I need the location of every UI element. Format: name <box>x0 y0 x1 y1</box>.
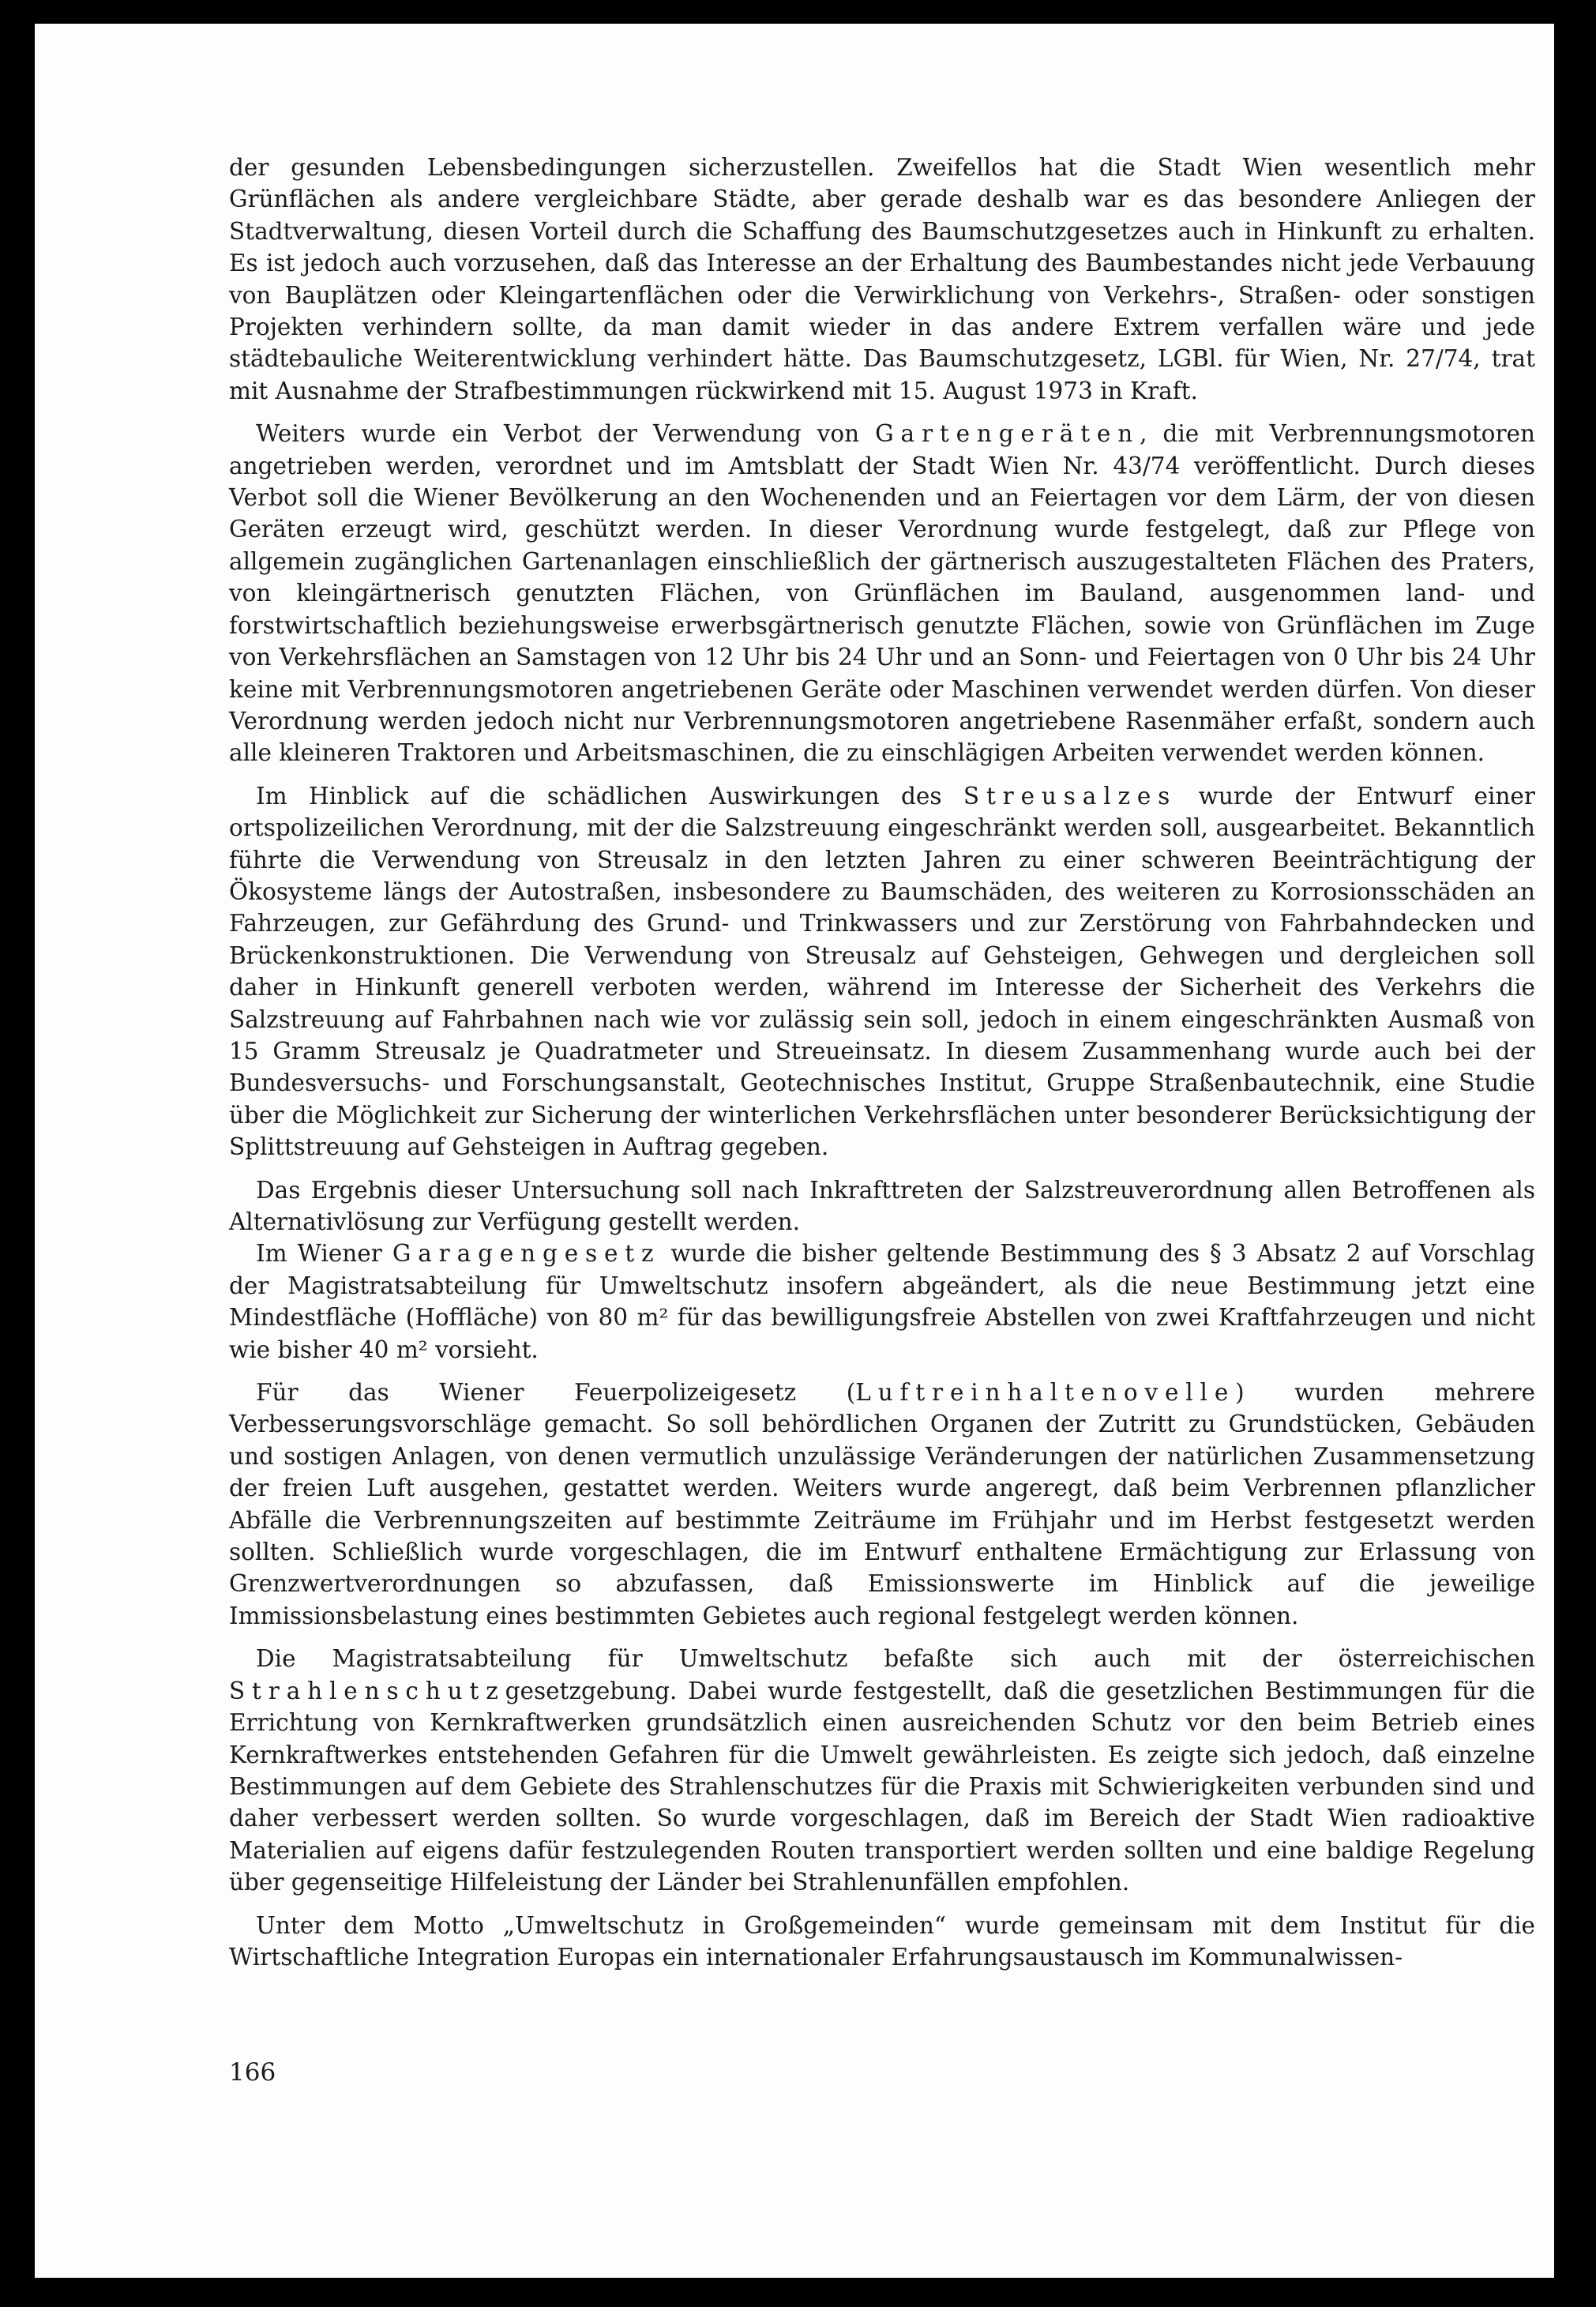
body-text <box>229 152 1535 1973</box>
spaced-term-garagengesetz: Garagengesetz <box>392 1240 661 1268</box>
paragraph-feuerpolizeigesetz: Für das Wiener Feuerpolizeigesetz (Luftreinhaltenovelle) wurden mehrere Verbesserungsvorschläge gemacht. So soll behördlichen Organen der Zutritt zu Grundstücken, Gebäuden und sostigen Anlagen, von denen vermutlich unzulässige Veränderungen der natürlichen Zusammensetzung der freien Luft ausgehen, gestattet werden. Weiters wurde angeregt, daß beim Verbrennen pflanzlicher Abfälle die Verbrennungszeiten auf bestimmte Zeiträume im Frühjahr und im Herbst festgesetzt werden sollten. Schließlich wurde vorgeschlagen, die im Entwurf enthaltene Ermächtigung zur Erlassung von Grenzwertverordnungen so abzufassen, daß Emissionswerte im Hinblick auf die jeweilige Immissionsbelastung eines bestimmten Gebietes auch regional festgelegt werden können. <box>229 1379 1535 1629</box>
document-page <box>35 24 1554 2278</box>
paragraph-strahlenschutz: Die Magistratsabteilung für Umweltschutz befaßte sich auch mit der österreichischen Strahlenschutzgesetzgebung. Dabei wurde festgestellt, daß die gesetzlichen Bestimmungen für die Errichtung von Kernkraftwerken grundsätzlich einen ausreichenden Schutz vor den beim Betrieb eines Kernkraftwerkes entstehenden Gefahren für die Umwelt gewährleisten. Es zeigte sich jedoch, daß einzelne Bestimmungen auf dem Gebiete des Strahlenschutzes für die Praxis mit Schwierigkeiten verbunden sind und daher verbessert werden sollten. So wurde vorgeschlagen, daß im Bereich der Stadt Wien radioaktive Materialien auf eigens dafür festzulegenden Routen transportiert werden sollten und eine baldige Regelung über gegenseitige Hilfeleistung der Länder bei Strahlenunfällen empfohlen. <box>229 1645 1535 1896</box>
paragraph-gartengeraete: Weiters wurde ein Verbot der Verwendung von Gartengeräten, die mit Verbrennungsmotoren angetrieben werden, verordnet und im Amtsblatt der Stadt Wien Nr. 43/74 veröffentlicht. Durch dieses Verbot soll die Wiener Bevölkerung an den Wochenenden und an Feiertagen vor dem Lärm, der von diesen Geräten erzeugt wird, geschützt werden. In dieser Verordnung wurde festgelegt, daß zur Pflege von allgemein zugänglichen Gartenanlagen einschließlich der gärtnerisch auszugestalteten Flächen des Praters, von kleingärtnerisch genutzten Flächen, von Grünflächen im Bauland, ausgenommen land- und forstwirtschaftlich beziehungsweise erwerbsgärtnerisch genutzte Flächen, sowie von Grünflächen im Zuge von Verkehrsflächen an Samstagen von 12 Uhr bis 24 Uhr und an Sonn- und Feiertagen von 0 Uhr bis 24 Uhr keine mit Verbrennungsmotoren angetriebenen Geräte oder Maschinen verwendet werden dürfen. Von dieser Verordnung werden jedoch nicht nur Verbrennungsmotoren angetriebene Rasenmäher erfaßt, sondern auch alle kleineren Traktoren und Arbeitsmaschinen, die zu einschlägigen Arbeiten verwendet werden können. <box>229 420 1535 767</box>
spaced-term-gartengeraete: Gartengeräten <box>875 420 1140 448</box>
paragraph-ergebnis: Das Ergebnis dieser Untersuchung soll nach Inkrafttreten der Salzstreuverordnung allen Betroffenen als Alternativlösung zur Verfügung gestellt werden. <box>229 1176 1535 1235</box>
paragraph-streusalz: Im Hinblick auf die schädlichen Auswirkungen des Streusalzes wurde der Entwurf einer ortspolizeilichen Verordnung, mit der die Salzstreuung eingeschränkt werden soll, ausgearbeitet. Bekanntlich führte die Verwendung von Streusalz in den letzten Jahren zu einer schweren Beeinträchtigung der Ökosysteme längs der Autostraßen, insbesondere zu Baumschäden, des weiteren zu Korrosionsschäden an Fahrzeugen, zur Gefährdung des Grund- und Trinkwassers und zur Zerstörung von Fahrbahndecken und Brückenkonstruktionen. Die Verwendung von Streusalz auf Gehsteigen, Gehwegen und dergleichen soll daher in Hinkunft generell verboten werden, während im Interesse der Sicherheit des Verkehrs die Salzstreuung auf Fahrbahnen nach wie vor zulässig sein soll, jedoch in einem eingeschränkten Ausmaß von 15 Gramm Streusalz je Quadratmeter und Streueinsatz. In diesem Zusammenhang wurde auch bei der Bundesversuchs- und Forschungsanstalt, Geotechnisches Institut, Gruppe Straßenbautechnik, eine Studie über die Möglichkeit zur Sicherung der winterlichen Verkehrsflächen unter besonderer Berücksichtigung der Splittstreuung auf Gehsteigen in Auftrag gegeben. <box>229 782 1535 1161</box>
paragraph-garagengesetz: Im Wiener Garagengesetz wurde die bisher geltende Bestimmung des § 3 Absatz 2 auf Vorschlag der Magistratsabteilung für Umweltschutz insofern abgeändert, als die neue Bestimmung jetzt eine Mindestfläche (Hoffläche) von 80 m² für das bewilligungsfreie Abstellen von zwei Kraftfahrzeugen und nicht wie bisher 40 m² vorsieht. <box>229 1240 1535 1363</box>
spaced-term-luftreinhaltenovelle: Luftreinhaltenovelle <box>855 1379 1236 1407</box>
page-number: 166 <box>229 2058 276 2087</box>
paragraph-baumschutz-continued: der gesunden Lebensbedingungen sicherzustellen. Zweifellos hat die Stadt Wien wesentlich mehr Grünflächen als andere vergleichbare Städte, aber gerade deshalb war es das besondere Anliegen der Stadtverwaltung, diesen Vorteil durch die Schaffung des Baumschutzgesetzes auch in Hinkunft zu erhalten. Es ist jedoch auch vorzusehen, daß das Interesse an der Erhaltung des Baumbestandes nicht jede Verbauung von Bauplätzen oder Kleingartenflächen oder die Verwirklichung von Verkehrs-, Straßen- oder sonstigen Projekten verhindern sollte, da man damit wieder in das andere Extrem verfallen wäre und jede städtebauliche Weiterentwicklung verhindert hätte. Das Baumschutzgesetz, LGBl. für Wien, Nr. 27/74, trat mit Ausnahme der Strafbestimmungen rückwirkend mit 15. August 1973 in Kraft. <box>229 154 1535 404</box>
spaced-term-streusalzes: Streusalzes <box>963 782 1177 810</box>
spaced-term-strahlenschutz: Strahlenschutz <box>229 1677 505 1704</box>
paragraph-umweltschutz-grossgemeinden: Unter dem Motto „Umweltschutz in Großgemeinden“ wurde gemeinsam mit dem Institut für die Wirtschaftliche Integration Europas ein internationaler Erfahrungsaustausch im Kommunalwissen- <box>229 1911 1535 1971</box>
